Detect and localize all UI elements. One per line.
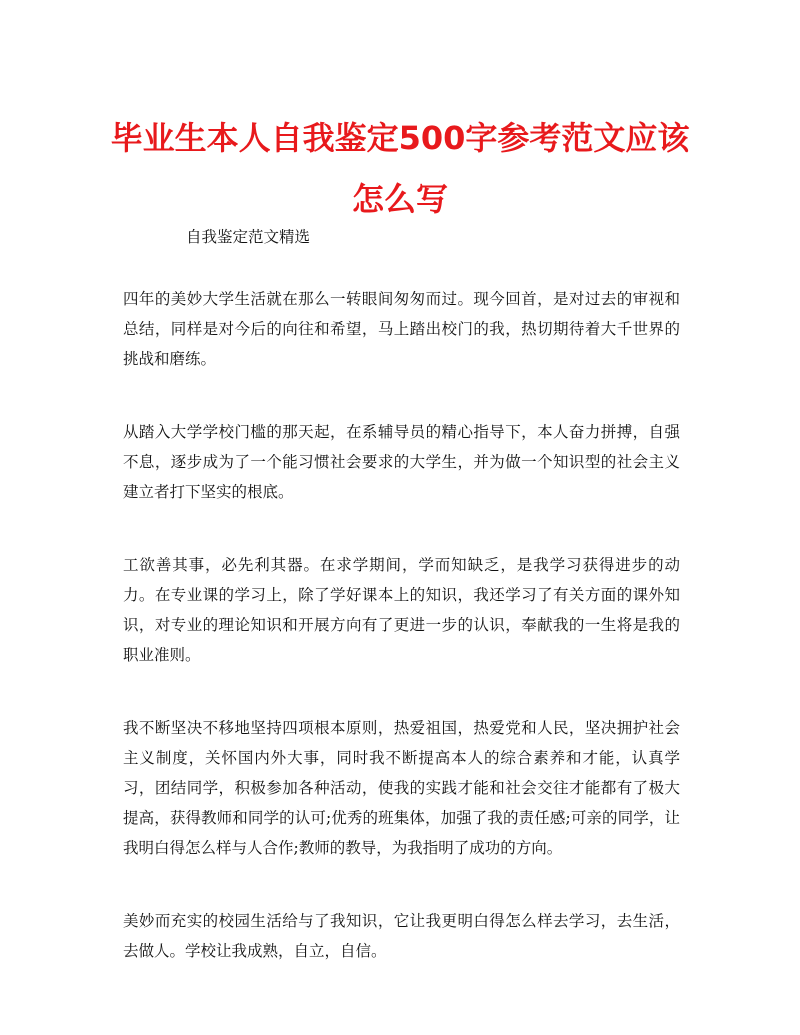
document-body <box>123 284 680 966</box>
document-subtitle: 自我鉴定范文精选 <box>186 228 311 246</box>
paragraph-2: 从踏入大学学校门槛的那天起，在系辅导员的精心指导下，本人奋力拼搏，自强不息，逐步成为了一个能习惯社会要求的大学生，并为做一个知识型的社会主义建立者打下坚实的根底。 <box>123 423 680 501</box>
paragraph-3: 工欲善其事，必先利其器。在求学期间，学而知缺乏，是我学习获得进步的动力。在专业课的学习上，除了学好课本上的知识，我还学习了有关方面的课外知识，对专业的理论知识和开展方向有了更进一步的认识，奉献我的一生将是我的职业准则。 <box>123 556 680 664</box>
paragraph-1: 四年的美妙大学生活就在那么一转眼间匆匆而过。现今回首，是对过去的审视和总结，同样是对今后的向往和希望，马上踏出校门的我，热切期待着大千世界的挑战和磨练。 <box>123 290 680 368</box>
paragraph-5: 美妙而充实的校园生活给与了我知识，它让我更明白得怎么样去学习，去生活，去做人。学校让我成熟，自立，自信。 <box>123 912 680 960</box>
document-title: 毕业生本人自我鉴定500字参考范文应该怎么写 <box>110 119 690 218</box>
paragraph-4: 我不断坚决不移地坚持四项根本原则，热爱祖国，热爱党和人民，坚决拥护社会主义制度，关怀国内外大事，同时我不断提高本人的综合素养和才能，认真学习，团结同学，积极参加各种活动，使我的实践才能和社会交往才能都有了极大提高，获得教师和同学的认可;优秀的班集体，加强了我的责任感;可亲的同学，让我明白得怎么样与人合作;教师的教导，为我指明了成功的方向。 <box>123 719 680 857</box>
